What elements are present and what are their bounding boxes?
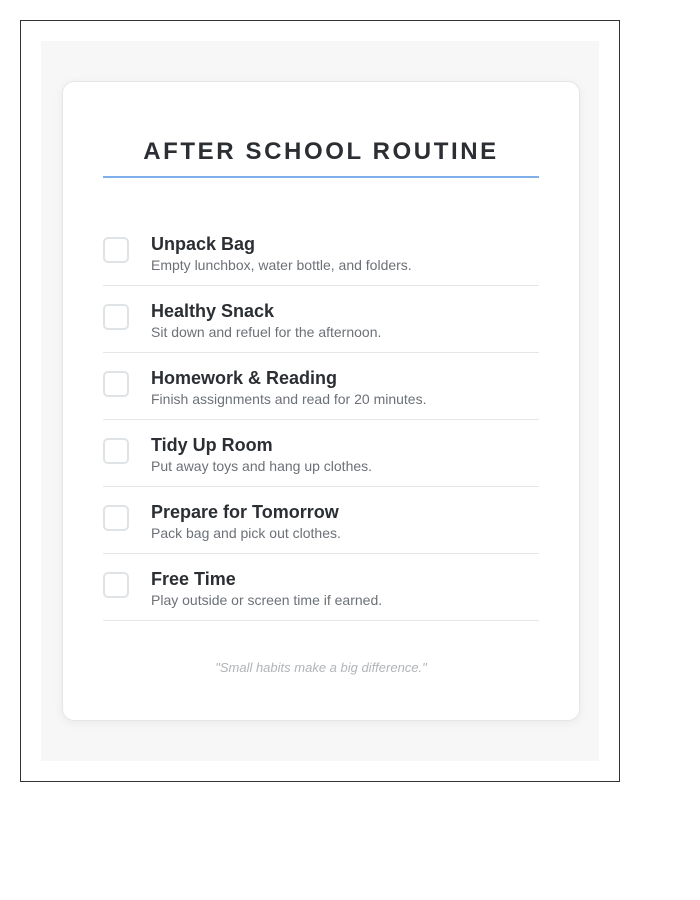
checkbox[interactable]: [103, 304, 129, 330]
item-title: Homework & Reading: [151, 368, 338, 388]
checkbox[interactable]: [103, 505, 129, 531]
item-description: Put away toys and hang up clothes.: [151, 458, 373, 474]
item-description: Finish assignments and read for 20 minutes.: [151, 391, 427, 407]
card-title: AFTER SCHOOL ROUTINE: [143, 138, 499, 165]
item-title: Prepare for Tomorrow: [151, 502, 339, 522]
page-frame: [20, 20, 620, 782]
item-description: Play outside or screen time if earned.: [151, 592, 383, 608]
checkbox[interactable]: [103, 371, 129, 397]
item-description: Empty lunchbox, water bottle, and folders.: [151, 257, 412, 273]
item-title: Tidy Up Room: [151, 435, 273, 455]
title-underline: [103, 176, 539, 178]
routine-card: [62, 81, 580, 721]
item-title: Healthy Snack: [151, 301, 275, 321]
checkbox[interactable]: [103, 438, 129, 464]
item-title: Free Time: [151, 569, 236, 589]
item-description: Pack bag and pick out clothes.: [151, 525, 341, 541]
checklist-item-tidy-up-room[interactable]: [103, 420, 539, 487]
motivational-quote: "Small habits make a big difference.": [215, 660, 427, 675]
item-title: Unpack Bag: [151, 234, 256, 254]
checkbox[interactable]: [103, 237, 129, 263]
checklist-item-healthy-snack[interactable]: [103, 286, 539, 353]
checklist-item-homework-reading[interactable]: [103, 353, 539, 420]
item-description: Sit down and refuel for the afternoon.: [151, 324, 382, 340]
page-backdrop: [41, 41, 599, 761]
checklist-item-unpack-bag[interactable]: [103, 219, 539, 286]
checklist-item-free-time[interactable]: [103, 554, 539, 621]
checkbox[interactable]: [103, 572, 129, 598]
routine-checklist: [103, 219, 539, 621]
checklist-item-prepare-for-tomorrow[interactable]: [103, 487, 539, 554]
